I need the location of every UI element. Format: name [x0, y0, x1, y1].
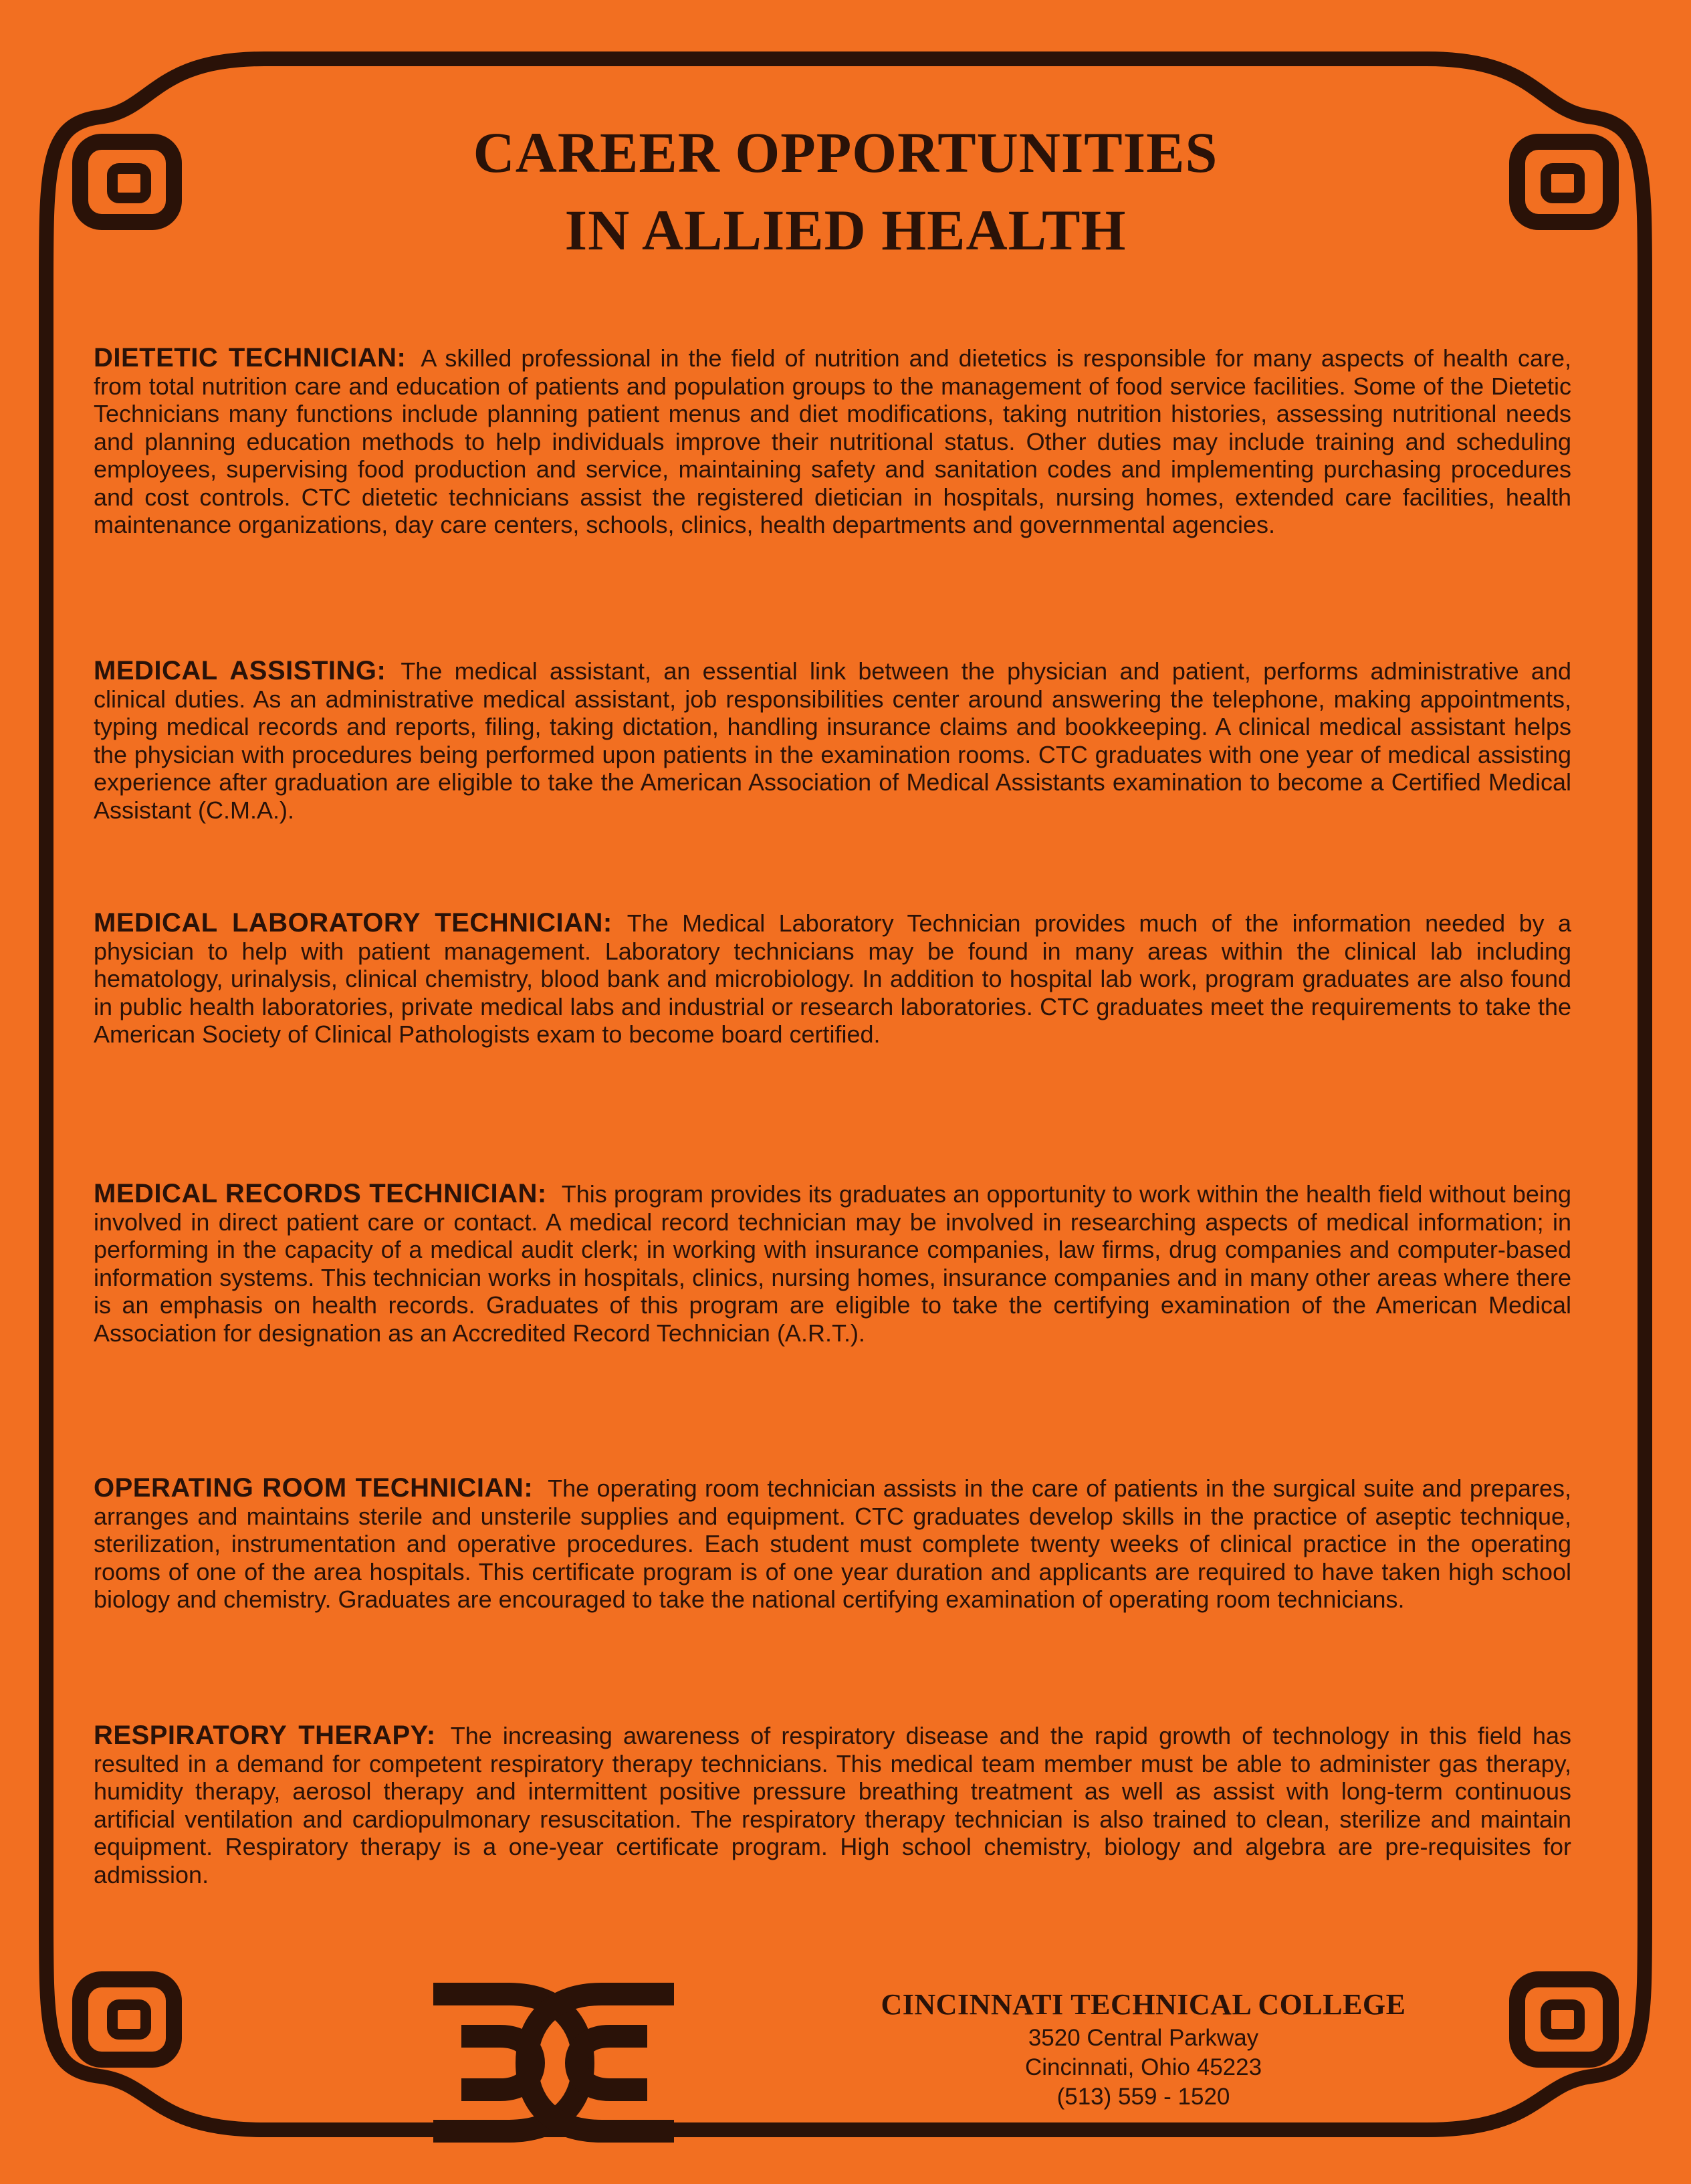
section-medical-assisting — [94, 657, 1571, 824]
corner-ornament-bottom-right — [1517, 1979, 1611, 2060]
title-line-2: IN ALLIED HEALTH — [564, 198, 1127, 262]
college-city: Cincinnati, Ohio 45223 — [1024, 2054, 1262, 2080]
college-street: 3520 Central Parkway — [1028, 2025, 1259, 2051]
section-heading: DIETETIC TECHNICIAN: — [94, 343, 407, 372]
title-line-1: CAREER OPPORTUNITIES — [473, 120, 1218, 185]
section-body: The medical assistant, an essential link between the physician and patient, performs administrative and clinical duties. As an administrative medical assistant, job responsibilities center around answering the telephone, making appointments, typing medical records and reports, filing, taking dictation, handling insurance claims and bookkeeping. A clinical medical assistant helps the physician with procedures being performed upon patients in the examination rooms. CTC graduates with one year of medical assisting experience after graduation are eligible to take the American Association of Medical Assistants examination to become a Certified Medical Assistant (C.M.A.). — [94, 657, 1571, 824]
section-body: The increasing awareness of respiratory disease and the rapid growth of technology in this field has resulted in a demand for competent respiratory therapy technicians. This medical team member must be able to administer gas therapy, humidity therapy, aerosol therapy and intermittent positive pressure breathing treatment as well as assist with long-term continuous artificial ventilation and cardiopulmonary resuscitation. The respiratory therapy technician is also trained to clean, sterilize and maintain equipment. Respiratory therapy is a one-year certificate program. High school chemistry, biology and algebra are pre-requisites for admission. — [94, 1722, 1571, 1888]
section-body: The Medical Laboratory Technician provides much of the information needed by a physician to help with patient management. Laboratory technicians may be found in many areas within the clinical lab including hematology, urinalysis, clinical chemistry, blood bank and microbiology. In addition to hospital lab work, program graduates are also found in public health laboratories, private medical labs and industrial or research laboratories. CTC graduates meet the requirements to take the American Society of Clinical Pathologists exam to become board certified. — [94, 909, 1572, 1048]
page-title — [0, 114, 1691, 269]
section-heading: MEDICAL ASSISTING: — [94, 656, 386, 685]
college-address-block — [863, 1986, 1424, 2112]
section-body: This program provides its graduates an opportunity to work within the health field without being involved in direct patient care or contact. A medical record technician may be involved in researching aspects of medical information; in performing in the capacity of a medical audit clerk; in working with insurance companies, law firms, drug companies and computer-based information systems. This technician works in hospitals, clinics, nursing homes, insurance companies and in many other areas where there is an emphasis on health records. Graduates of this program are eligible to take the certifying examination of the American Medical Association for designation as an Accredited Record Technician (A.R.T.). — [94, 1180, 1571, 1347]
section-medical-laboratory-technician — [94, 909, 1571, 1049]
section-heading: MEDICAL RECORDS TECHNICIAN: — [94, 1179, 547, 1208]
section-body: The operating room technician assists in the care of patients in the surgical suite and prepares, arranges and maintains sterile and unsterile supplies and equipment. CTC graduates develop skills in the practice of aseptic technique, sterilization, instrumentation and operative procedures. Each student must complete twenty weeks of clinical practice in the operating rooms of one of the area hospitals. This certificate program is of one year duration and applicants are required to have taken high school biology and chemistry. Graduates are encouraged to take the national certifying examination of operating room technicians. — [94, 1475, 1571, 1613]
college-phone: (513) 559 - 1520 — [1056, 2084, 1230, 2110]
section-dietetic-technician — [94, 344, 1571, 539]
section-heading: MEDICAL LABORATORY TECHNICIAN: — [94, 908, 612, 938]
ctc-monogram-icon — [433, 1994, 674, 2131]
section-operating-room-technician — [94, 1475, 1571, 1614]
section-medical-records-technician — [94, 1180, 1571, 1347]
corner-ornament-bottom-left — [80, 1979, 174, 2060]
section-respiratory-therapy — [94, 1722, 1571, 1888]
section-body: A skilled professional in the field of nutrition and dietetics is responsible for many aspects of health care, from total nutrition care and education of patients and population groups to the management of food service facilities. Some of the Dietetic Technicians many functions include planning patient menus and diet modifications, taking nutrition histories, assessing nutritional needs and planning education methods to help individuals improve their nutritional status. Other duties may include training and scheduling employees, supervising food production and service, maintaining safety and sanitation codes and implementing purchasing procedures and cost controls. CTC dietetic technicians assist the registered dietician in hospitals, nursing homes, extended care facilities, health maintenance organizations, day care centers, schools, clinics, health departments and governmental agencies. — [94, 344, 1571, 538]
section-heading: RESPIRATORY THERAPY: — [94, 1721, 436, 1750]
section-heading: OPERATING ROOM TECHNICIAN: — [94, 1473, 534, 1503]
college-name: CINCINNATI TECHNICAL COLLEGE — [881, 1988, 1406, 2021]
